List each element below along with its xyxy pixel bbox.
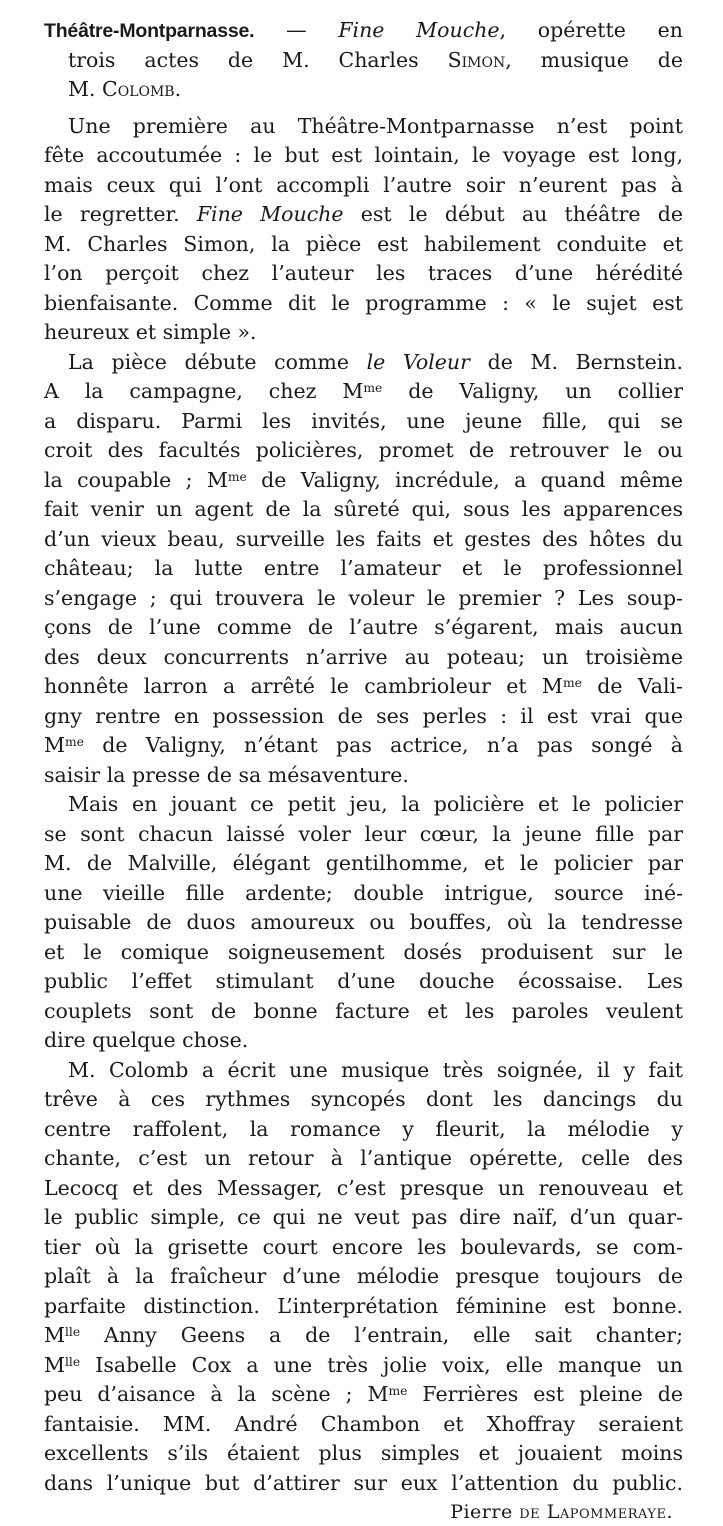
text-line: heureux et simple ». <box>44 320 257 344</box>
text-line: $M^{lle}$ Anny Geens a de l’entrain, elle sait chanter; <box>44 1323 683 1347</box>
text-line: tier où la grisette court encore les boulevards, se com- <box>44 1234 683 1259</box>
text-line: $M^{me}$ de Valigny, n’étant pas actrice, n’a pas songé à <box>44 733 683 757</box>
text-line: Mais en jouant ce petit jeu, la policière et le policier <box>68 792 683 816</box>
text-line: se sont chacun laissé voler leur cœur, la jeune fille par <box>44 821 683 846</box>
text-line: La pièce débute comme le Voleur de M. Bernstein. <box>68 349 683 374</box>
text-line: des deux concurrents n’arrive au poteau; un troisième <box>44 644 683 669</box>
text-line: une vieille fille ardente; double intrigue, source iné- <box>44 880 683 905</box>
text-line: parfaite distinction. L’interprétation féminine est bonne. <box>44 1293 683 1318</box>
text-line: et le comique soigneusement dosés produisent sur le <box>44 939 683 964</box>
text-line: Lecocq et des Messager, c’est presque un renouveau et <box>44 1175 683 1200</box>
author-signature: Pierre de Lapommeraye. <box>450 1501 673 1523</box>
text-line: fantaisie. MM. André Chambon et Xhoffray seraient <box>44 1411 683 1436</box>
paragraph-3 <box>44 790 683 1056</box>
text-line: Une première au Théâtre-Montparnasse n’est point <box>68 113 683 138</box>
text-line: mais ceux qui l’ont accompli l’autre soir n’eurent pas à <box>44 172 683 197</box>
text-line: peu d’aisance à la scène ; $M^{me}$ Ferrières est pleine de <box>44 1382 683 1406</box>
heading-line: trois actes de M. Charles Simon, musique de <box>68 47 683 72</box>
text-line: M. Colomb a écrit une musique très soignée, il y fait <box>68 1057 683 1082</box>
paragraph-1 <box>44 112 683 348</box>
text-line: honnête larron a arrêté le cambrioleur et $M^{me}$ de Vali- <box>44 674 683 698</box>
text-line: plaît à la fraîcheur d’une mélodie presque toujours de <box>44 1264 683 1288</box>
text-line: gny rentre en possession de ses perles : il est vrai que <box>44 703 683 728</box>
text-line: chante, c’est un retour à l’antique opérette, celle des <box>44 1146 683 1170</box>
text-line: a disparu. Parmi les invités, une jeune fille, qui se <box>44 408 683 433</box>
text-line: bienfaisante. Comme dit le programme : « le sujet est <box>44 290 683 315</box>
text-line: çons de l’une comme de l’autre s’égarent, mais aucun <box>44 615 683 639</box>
text-line: couplets sont de bonne facture et les paroles veulent <box>44 998 683 1023</box>
text-line: public l’effet stimulant d’une douche écossaise. Les <box>44 969 683 993</box>
text-line: le regretter. Fine Mouche est le début au théâtre de <box>44 202 683 226</box>
venue-name: Théâtre-Montparnasse. <box>44 20 255 42</box>
text-line: fait venir un agent de la sûreté qui, sous les apparences <box>44 497 683 521</box>
text-line: dans l’unique but d’attirer sur eux l’attention du public. <box>44 1470 683 1495</box>
text-line: château; la lutte entre l’amateur et le professionnel <box>44 556 683 580</box>
text-line: la coupable ; $M^{me}$ de Valigny, incrédule, a quand même <box>44 467 683 492</box>
text-line: dire quelque chose. <box>44 1028 249 1052</box>
text-line: trêve à ces rythmes syncopés dont les dancings du <box>44 1087 683 1111</box>
text-line: croit des facultés policières, promet de retrouver le ou <box>44 438 683 462</box>
text-line: saisir la presse de sa mésaventure. <box>44 762 409 787</box>
composer-name: Colomb <box>102 77 175 101</box>
text-line: puisable de duos amoureux ou bouffes, où la tendresse <box>44 910 683 934</box>
text-line: l’on perçoit chez l’auteur les traces d’une hérédité <box>44 261 683 285</box>
text-line: M. Charles Simon, la pièce est habilement conduite et <box>44 231 683 256</box>
heading-line: Théâtre-Montparnasse. — Fine Mouche, opérette en <box>44 18 683 42</box>
text-line: A la campagne, chez $M^{me}$ de Valigny, un collier <box>44 379 683 403</box>
text-line: le public simple, ce qui ne veut pas dire naïf, d’un quar- <box>44 1205 683 1229</box>
text-line: excellents s’ils étaient plus simples et jouaient moins <box>44 1441 683 1465</box>
article-heading <box>44 16 683 105</box>
heading-line: M. Colomb. <box>68 77 182 101</box>
paragraph-4 <box>44 1056 683 1499</box>
text-line: s’engage ; qui trouvera le voleur le premier ? Les soup- <box>44 585 683 610</box>
paragraph-2 <box>44 348 683 791</box>
text-line: M. de Malville, élégant gentilhomme, et le policier par <box>44 851 683 875</box>
text-line: d’un vieux beau, surveille les faits et gestes des hôtes du <box>44 526 683 551</box>
text-line: centre raffolent, la romance y fleurit, la mélodie y <box>44 1116 683 1141</box>
text-line: fête accoutumée : le but est lointain, le voyage est long, <box>44 143 683 167</box>
play-title: Fine Mouche <box>338 18 500 42</box>
author-name: Simon <box>447 47 506 72</box>
text-line: $M^{lle}$ Isabelle Cox a une très jolie voix, elle manque un <box>44 1352 683 1377</box>
